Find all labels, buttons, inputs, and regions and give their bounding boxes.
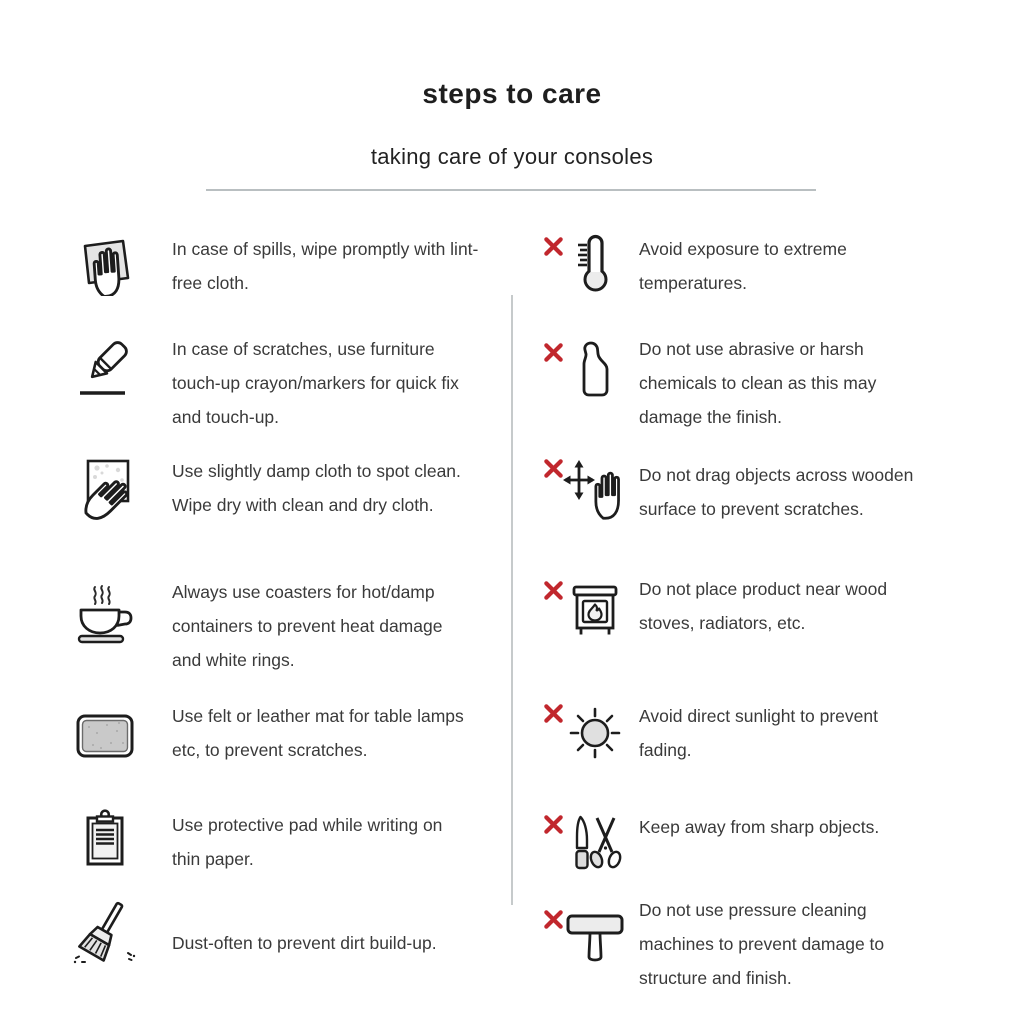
care-item-text: Use slightly damp cloth to spot clean. Wipe dry with clean and dry cloth.: [172, 461, 461, 515]
care-item: [543, 332, 919, 434]
protective-pad-icon: [72, 808, 138, 872]
prohibition-x-icon: [543, 814, 564, 835]
touch-up-crayon-icon: [72, 338, 138, 402]
drag-hand-icon: [563, 458, 627, 522]
care-item-text: Do not place product near wood stoves, radiators, etc.: [639, 579, 888, 633]
care-item-text: Avoid direct sunlight to prevent fading.: [639, 706, 878, 760]
care-item: [72, 900, 437, 964]
care-item-text: Always use coasters for hot/damp containers to prevent heat damage and white rings.: [172, 582, 443, 670]
care-item-text: Do not drag objects across wooden surface to prevent scratches.: [639, 465, 914, 519]
sharp-objects-icon: [563, 812, 627, 876]
care-item-text: In case of spills, wipe promptly with lint-free cloth.: [172, 239, 479, 293]
care-item: [543, 893, 924, 995]
care-item: [543, 572, 929, 640]
page-subtitle: taking care of your consoles: [370, 144, 654, 169]
dust-brush-icon: [72, 900, 138, 964]
coaster-cup-icon: [72, 583, 138, 647]
sun-icon: [563, 699, 627, 763]
prohibition-x-icon: [543, 703, 564, 724]
prohibition-x-icon: [543, 342, 564, 363]
care-item: [72, 808, 452, 876]
care-item-text: Keep away from sharp objects.: [639, 817, 880, 837]
wipe-cloth-icon: [72, 232, 138, 296]
care-item: [72, 232, 494, 300]
chemical-bottle-icon: [563, 338, 627, 402]
wood-stove-icon: [563, 576, 627, 640]
care-item: [72, 575, 460, 677]
felt-mat-icon: [72, 703, 138, 767]
header-divider: [206, 189, 816, 191]
care-item-text: Use protective pad while writing on thin paper.: [172, 815, 443, 869]
care-item: [543, 458, 949, 526]
care-item: [543, 232, 899, 300]
care-item: [72, 454, 462, 522]
column-divider: [511, 295, 513, 905]
care-item-text: Dust-often to prevent dirt build-up.: [172, 933, 437, 953]
care-item-text: Use felt or leather mat for table lamps etc, to prevent scratches.: [172, 706, 464, 760]
care-item-text: Do not use pressure cleaning machines to prevent damage to structure and finish.: [639, 900, 885, 988]
care-item-text: Do not use abrasive or harsh chemicals to clean as this may damage the finish.: [639, 339, 877, 427]
prohibition-x-icon: [543, 580, 564, 601]
care-item: [72, 699, 472, 767]
prohibition-x-icon: [543, 458, 564, 479]
thermometer-icon: [563, 232, 627, 296]
page-title: steps to care: [422, 78, 602, 109]
prohibition-x-icon: [543, 236, 564, 257]
damp-cloth-icon: [72, 456, 138, 520]
care-item: [543, 699, 929, 767]
care-item: [72, 332, 464, 434]
pressure-cleaner-icon: [563, 907, 627, 971]
care-item: [543, 810, 879, 876]
care-item-text: Avoid exposure to extreme temperatures.: [639, 239, 847, 293]
prohibition-x-icon: [543, 909, 564, 930]
care-item-text: In case of scratches, use furniture touch-up crayon/markers for quick fix and touch-up.: [172, 339, 459, 427]
